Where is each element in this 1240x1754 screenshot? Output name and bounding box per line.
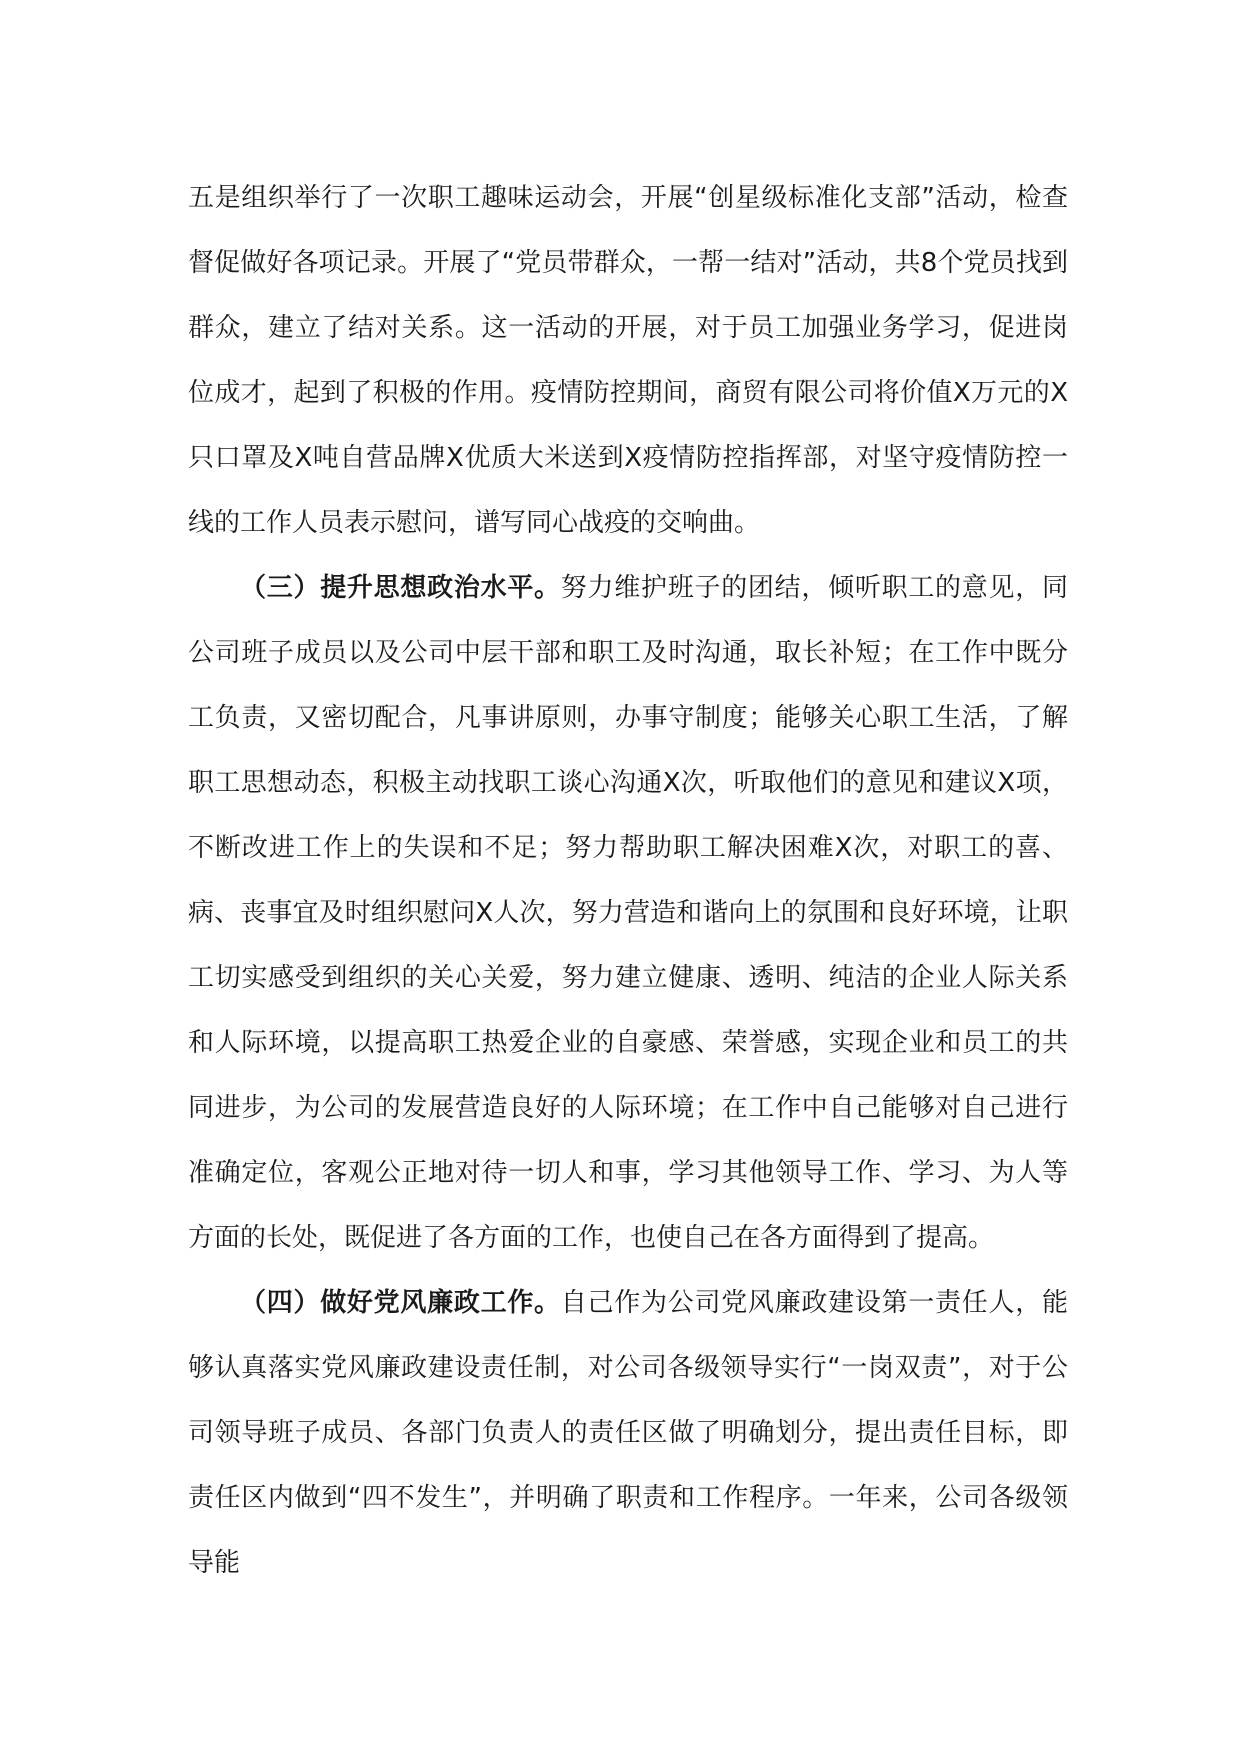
paragraph-sports-and-pairing [188,166,1068,556]
paragraph-text: 自己作为公司党风廉政建设第一责任人，能够认真落实党风廉政建设责任制，对公司各级领导实行“一岗双责”，对于公司领导班子成员、各部门负责人的责任区做了明确划分，提出责任目标，即责任区内做到“四不发生”，并明确了职责和工作程序。一年来，公司各级领导能 [188,1288,1068,1578]
section-heading-four: （四）做好党风廉政工作。 [240,1288,561,1318]
section-heading-three: （三）提升思想政治水平。 [240,573,561,603]
paragraph-integrity-work [188,1271,1068,1596]
paragraph-text: 五是组织举行了一次职工趣味运动会，开展“创星级标准化支部”活动，检查督促做好各项记录。开展了“党员带群众，一帮一结对”活动，共8个党员找到群众，建立了结对关系。这一活动的开展，对于员工加强业务学习，促进岗位成才，起到了积极的作用。疫情防控期间，商贸有限公司将价值X万元的X只口罩及X吨自营品牌X优质大米送到X疫情防控指挥部，对坚守疫情防控一线的工作人员表示慰问，谱写同心战疫的交响曲。 [188,183,1068,538]
document-body [188,166,1068,1596]
paragraph-text: 努力维护班子的团结，倾听职工的意见，同公司班子成员以及公司中层干部和职工及时沟通，取长补短；在工作中既分工负责，又密切配合，凡事讲原则，办事守制度；能够关心职工生活，了解职工思想动态，积极主动找职工谈心沟通X次，听取他们的意见和建议X项，不断改进工作上的失误和不足；努力帮助职工解决困难X次，对职工的喜、病、丧事宜及时组织慰问X人次，努力营造和谐向上的氛围和良好环境，让职工切实感受到组织的关心关爱，努力建立健康、透明、纯洁的企业人际关系和人际环境，以提高职工热爱企业的自豪感、荣誉感，实现企业和员工的共同进步，为公司的发展营造良好的人际环境；在工作中自己能够对自己进行准确定位，客观公正地对待一切人和事，学习其他领导工作、学习、为人等方面的长处，既促进了各方面的工作，也使自己在各方面得到了提高。 [188,573,1068,1253]
paragraph-political-level [188,556,1068,1271]
